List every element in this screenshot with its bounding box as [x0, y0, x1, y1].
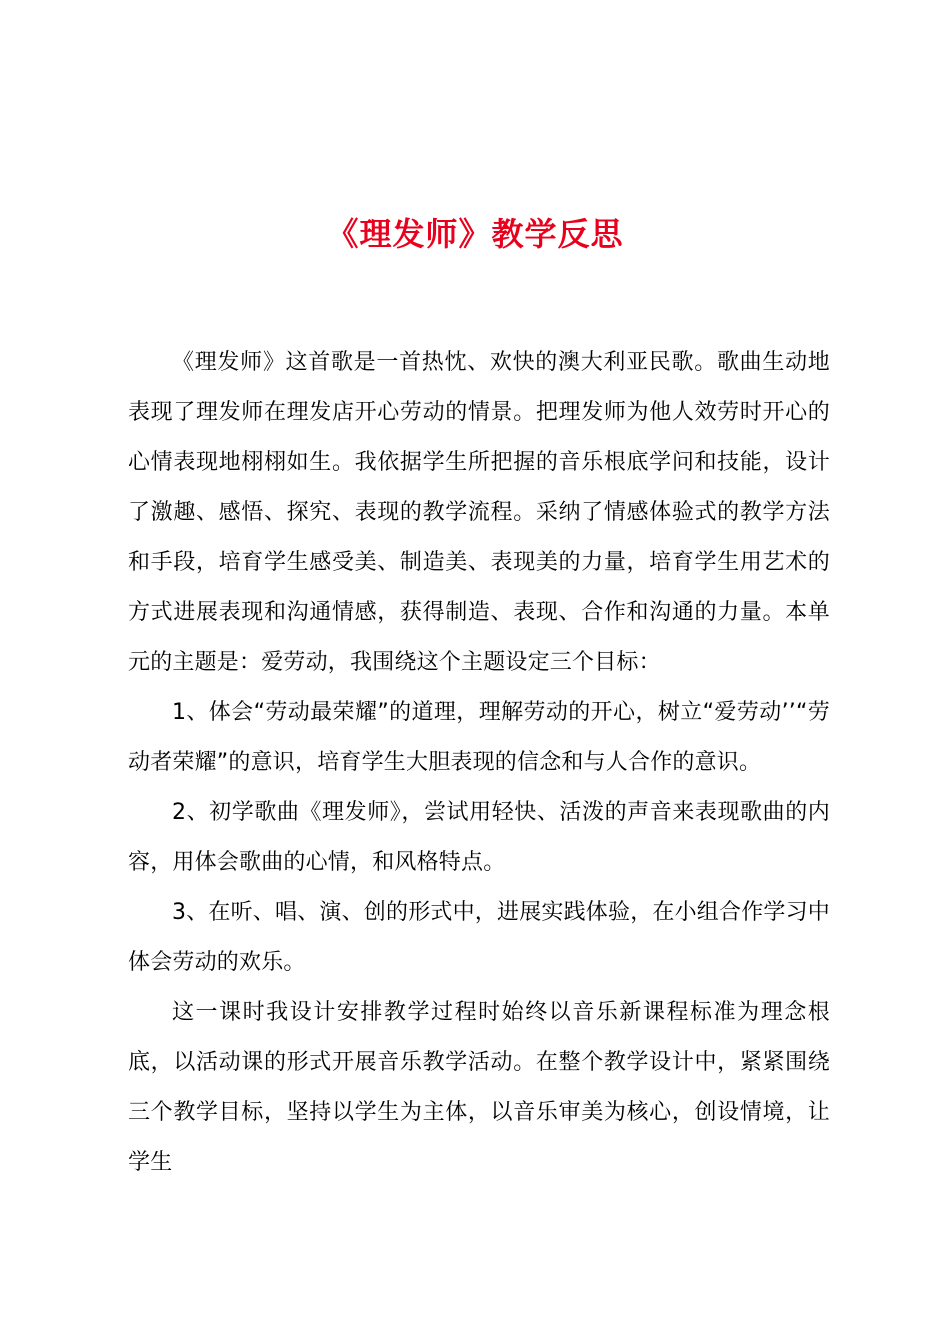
paragraph-intro: 《理发师》这首歌是一首热忱、欢快的澳大利亚民歌。歌曲生动地表现了理发师在理发店开心劳动的情景。把理发师为他人效劳时开心的心情表现地栩栩如生。我依据学生所把握的音乐根底学问和技能，设计了激趣、感悟、探究、表现的教学流程。采纳了情感体验式的教学方法和手段，培育学生感受美、制造美、表现美的力量，培育学生用艺术的方式进展表现和沟通情感，获得制造、表现、合作和沟通的力量。本单元的主题是：爱劳动，我围绕这个主题设定三个目标：: [128, 350, 830, 675]
paragraph-goal-2: 2、初学歌曲《理发师》，尝试用轻快、活泼的声音来表现歌曲的内容，用体会歌曲的心情，和风格特点。: [128, 800, 830, 875]
page-title: 《理发师》教学反思: [326, 215, 624, 253]
paragraph-reflection: 这一课时我设计安排教学过程时始终以音乐新课程标准为理念根底，以活动课的形式开展音乐教学活动。在整个教学设计中，紧紧围绕三个教学目标，坚持以学生为主体，以音乐审美为核心，创设情境，让学生: [128, 1000, 830, 1175]
paragraph-goal-3: 3、在听、唱、演、创的形式中，进展实践体验，在小组合作学习中体会劳动的欢乐。: [128, 900, 830, 975]
document-body: [128, 338, 830, 1188]
paragraph-goal-1: 1、体会“劳动最荣耀”的道理，理解劳动的开心，树立“爱劳动’’“劳动者荣耀”的意识，培育学生大胆表现的信念和与人合作的意识。: [128, 700, 830, 775]
